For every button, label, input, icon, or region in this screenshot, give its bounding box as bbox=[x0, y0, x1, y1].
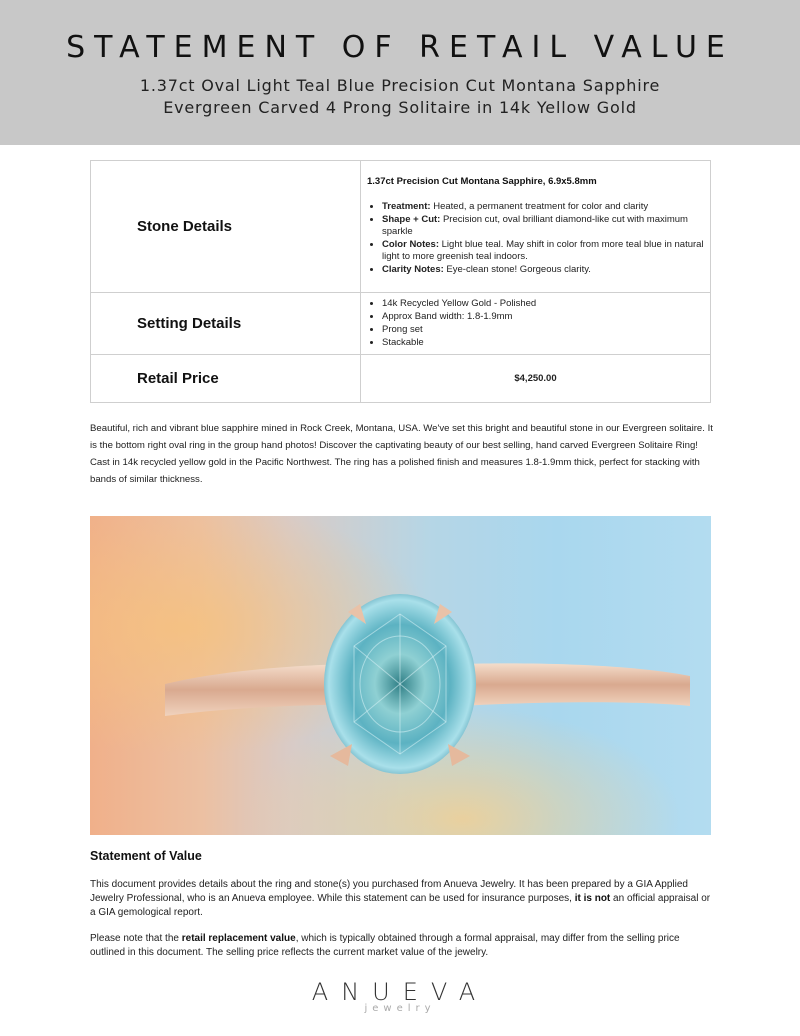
details-table bbox=[90, 160, 711, 403]
setting-detail-item: • Approx Band width: 1.8-1.9mm bbox=[382, 311, 710, 323]
setting-detail-item: • Prong set bbox=[382, 324, 710, 336]
brand-logo-sub: jewelry bbox=[364, 1003, 436, 1014]
stone-detail-key: Color Notes: bbox=[382, 239, 439, 250]
stone-detail-key: Treatment: bbox=[382, 201, 431, 212]
stone-detail-text: Heated, a permanent treatment for color and clarity bbox=[430, 201, 649, 212]
page-header bbox=[0, 0, 800, 145]
retail-price-row bbox=[91, 355, 711, 403]
stone-detail-text: Eye-clean stone! Gorgeous clarity. bbox=[443, 264, 591, 275]
stone-detail-item bbox=[382, 264, 710, 276]
stone-detail-text: Precision cut, oval brilliant diamond-like cut with maximum sparkle bbox=[382, 214, 688, 237]
stone-detail-key: Shape + Cut: bbox=[382, 214, 441, 225]
statement-p1-emphasis: it is not bbox=[574, 893, 611, 904]
statement-paragraph-1 bbox=[90, 878, 715, 920]
setting-detail-item: • 14k Recycled Yellow Gold - Polished bbox=[382, 298, 710, 310]
stone-details-row bbox=[91, 161, 711, 293]
brand-logo: ANUEVA bbox=[311, 978, 489, 1006]
setting-details-row bbox=[91, 293, 711, 355]
statement-p1-end: an official appraisal or a GIA gemological report. bbox=[90, 893, 711, 918]
setting-details-cell bbox=[361, 293, 711, 355]
stone-details-cell bbox=[361, 161, 711, 293]
setting-details-label-cell bbox=[91, 293, 361, 355]
setting-details-label: Setting Details bbox=[137, 315, 242, 332]
product-description: Beautiful, rich and vibrant blue sapphire mined in Rock Creek, Montana, USA. We've set this bright and beautiful stone in our Evergreen solitaire. It is the bottom right oval ring in the group hand photos! Discover the captivating beauty of our best selling, hand carved Evergreen Solitaire Ring! Cast in 14k recycled yellow gold in the Pacific Northwest. The ring has a polished finish and measures 1.8-1.9mm thick, perfect for stacking with bands of similar thickness. bbox=[90, 423, 713, 485]
stone-details-list bbox=[361, 201, 710, 276]
stone-details-label: Stone Details bbox=[137, 218, 233, 235]
stone-detail-key: Clarity Notes: bbox=[382, 264, 444, 275]
stone-detail-item bbox=[382, 201, 710, 213]
ring-photo bbox=[90, 516, 711, 835]
retail-price-value: $4,250.00 bbox=[361, 355, 711, 403]
stone-details-label-cell bbox=[91, 161, 361, 293]
statement-p1-text: This document provides details about the ring and stone(s) you purchased from Anueva Jewelry. It has been prepared by a GIA Applied Jewelry Professional, who is an Anueva employee. While this statement can be used for insurance purposes, bbox=[90, 879, 688, 904]
statement-p2-text: Please note that the bbox=[90, 933, 182, 944]
subtitle-line-2: Evergreen Carved 4 Prong Solitaire in 14k Yellow Gold bbox=[163, 98, 637, 117]
retail-price-label: Retail Price bbox=[137, 370, 219, 387]
statement-title: Statement of Value bbox=[90, 849, 202, 863]
statement-paragraph-2 bbox=[90, 932, 715, 960]
stone-detail-item bbox=[382, 214, 710, 238]
setting-details-list bbox=[361, 298, 710, 349]
document-title: STATEMENT OF RETAIL VALUE bbox=[66, 30, 734, 65]
statement-p2-emphasis: retail replacement value bbox=[181, 933, 296, 944]
stone-detail-item bbox=[382, 239, 710, 263]
subtitle-line-1: 1.37ct Oval Light Teal Blue Precision Cut Montana Sapphire bbox=[139, 76, 661, 95]
stone-heading: 1.37ct Precision Cut Montana Sapphire, 6.9x5.8mm bbox=[367, 176, 597, 187]
ring-illustration bbox=[90, 516, 711, 835]
retail-price-label-cell bbox=[91, 355, 361, 403]
stone-detail-text: Light blue teal. May shift in color from more teal blue in natural light to more greenish teal indoors. bbox=[382, 239, 704, 262]
setting-detail-item: • Stackable bbox=[382, 337, 710, 349]
statement-p2-end: , which is typically obtained through a formal appraisal, may differ from the selling price outlined in this document. The selling price reflects the current market value of the jewelry. bbox=[90, 933, 680, 958]
